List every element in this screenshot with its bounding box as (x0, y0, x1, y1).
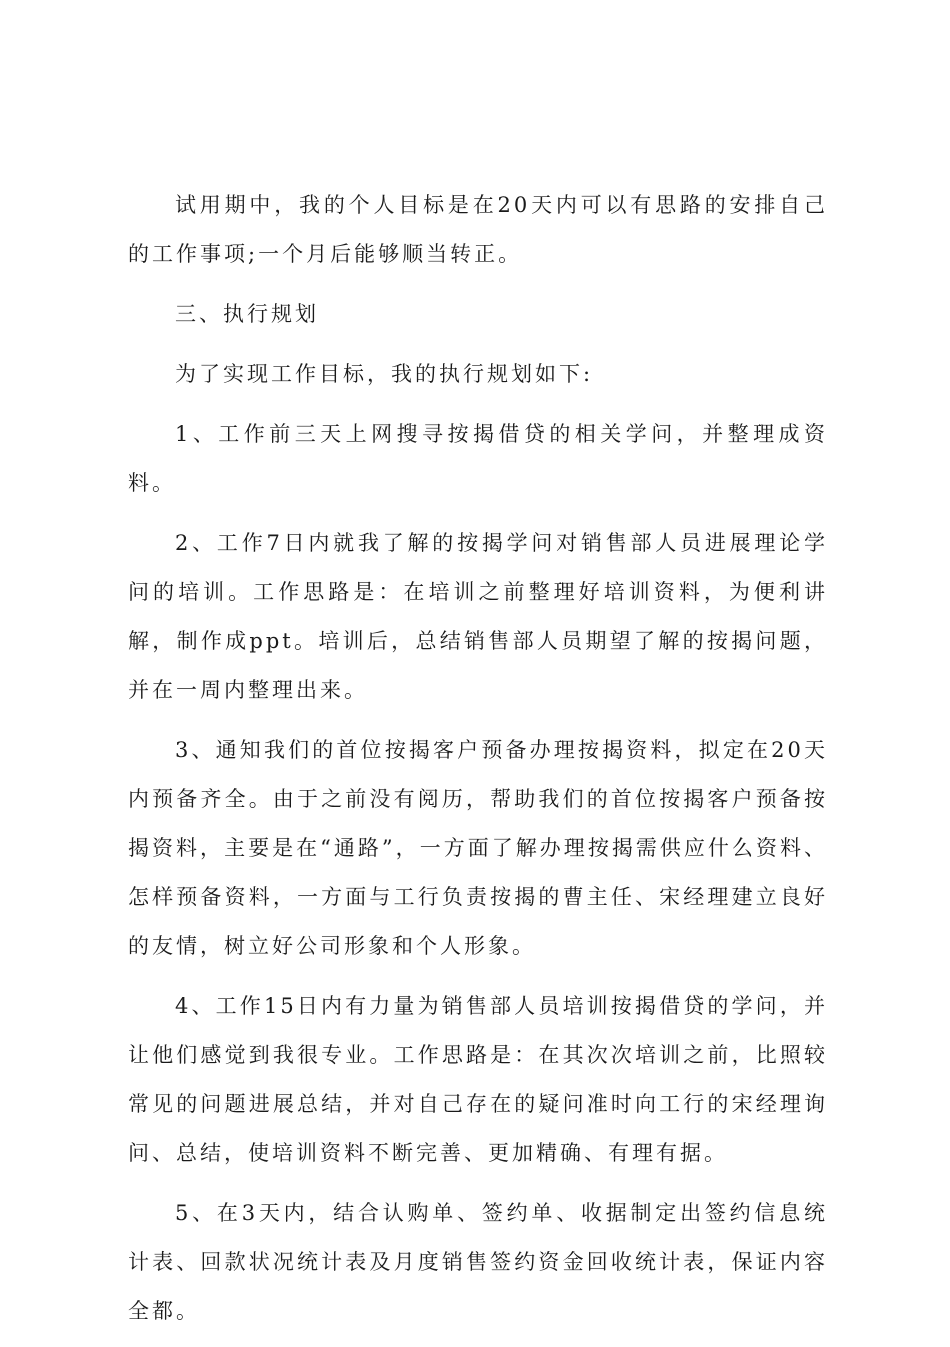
section-heading-execution-plan: 三、执行规划 (175, 302, 319, 326)
plan-item-1: 1、工作前三天上网搜寻按揭借贷的相关学问，并整理成资料。 (128, 422, 828, 495)
plan-item-5: 5、在3天内，结合认购单、签约单、收据制定出签约信息统计表、回款状况统计表及月度销售签约资金回收统计表，保证内容全都。 (128, 1201, 828, 1323)
paragraph-plan-intro: 为了实现工作目标，我的执行规划如下: (175, 362, 594, 386)
plan-item-2: 2、工作7日内就我了解的按揭学问对销售部人员进展理论学问的培训。工作思路是：在培训之前整理好培训资料，为便利讲解，制作成ppt。培训后，总结销售部人员期望了解的按揭问题，并在一周内整理出来。 (128, 531, 828, 702)
paragraph-probation-goal: 试用期中，我的个人目标是在20天内可以有思路的安排自己的工作事项;一个月后能够顺当转正。 (128, 193, 828, 266)
plan-item-3: 3、通知我们的首位按揭客户预备办理按揭资料，拟定在20天内预备齐全。由于之前没有阅历，帮助我们的首位按揭客户预备按揭资料，主要是在“通路”，一方面了解办理按揭需供应什么资料、怎样预备资料，一方面与工行负责按揭的曹主任、宋经理建立良好的友情，树立好公司形象和个人形象。 (128, 738, 828, 958)
plan-item-4: 4、工作15日内有力量为销售部人员培训按揭借贷的学问，并让他们感觉到我很专业。工作思路是：在其次次培训之前，比照较常见的问题进展总结，并对自己存在的疑问准时向工行的宋经理询问、总结，使培训资料不断完善、更加精确、有理有据。 (128, 994, 828, 1165)
document-body (128, 181, 828, 1347)
